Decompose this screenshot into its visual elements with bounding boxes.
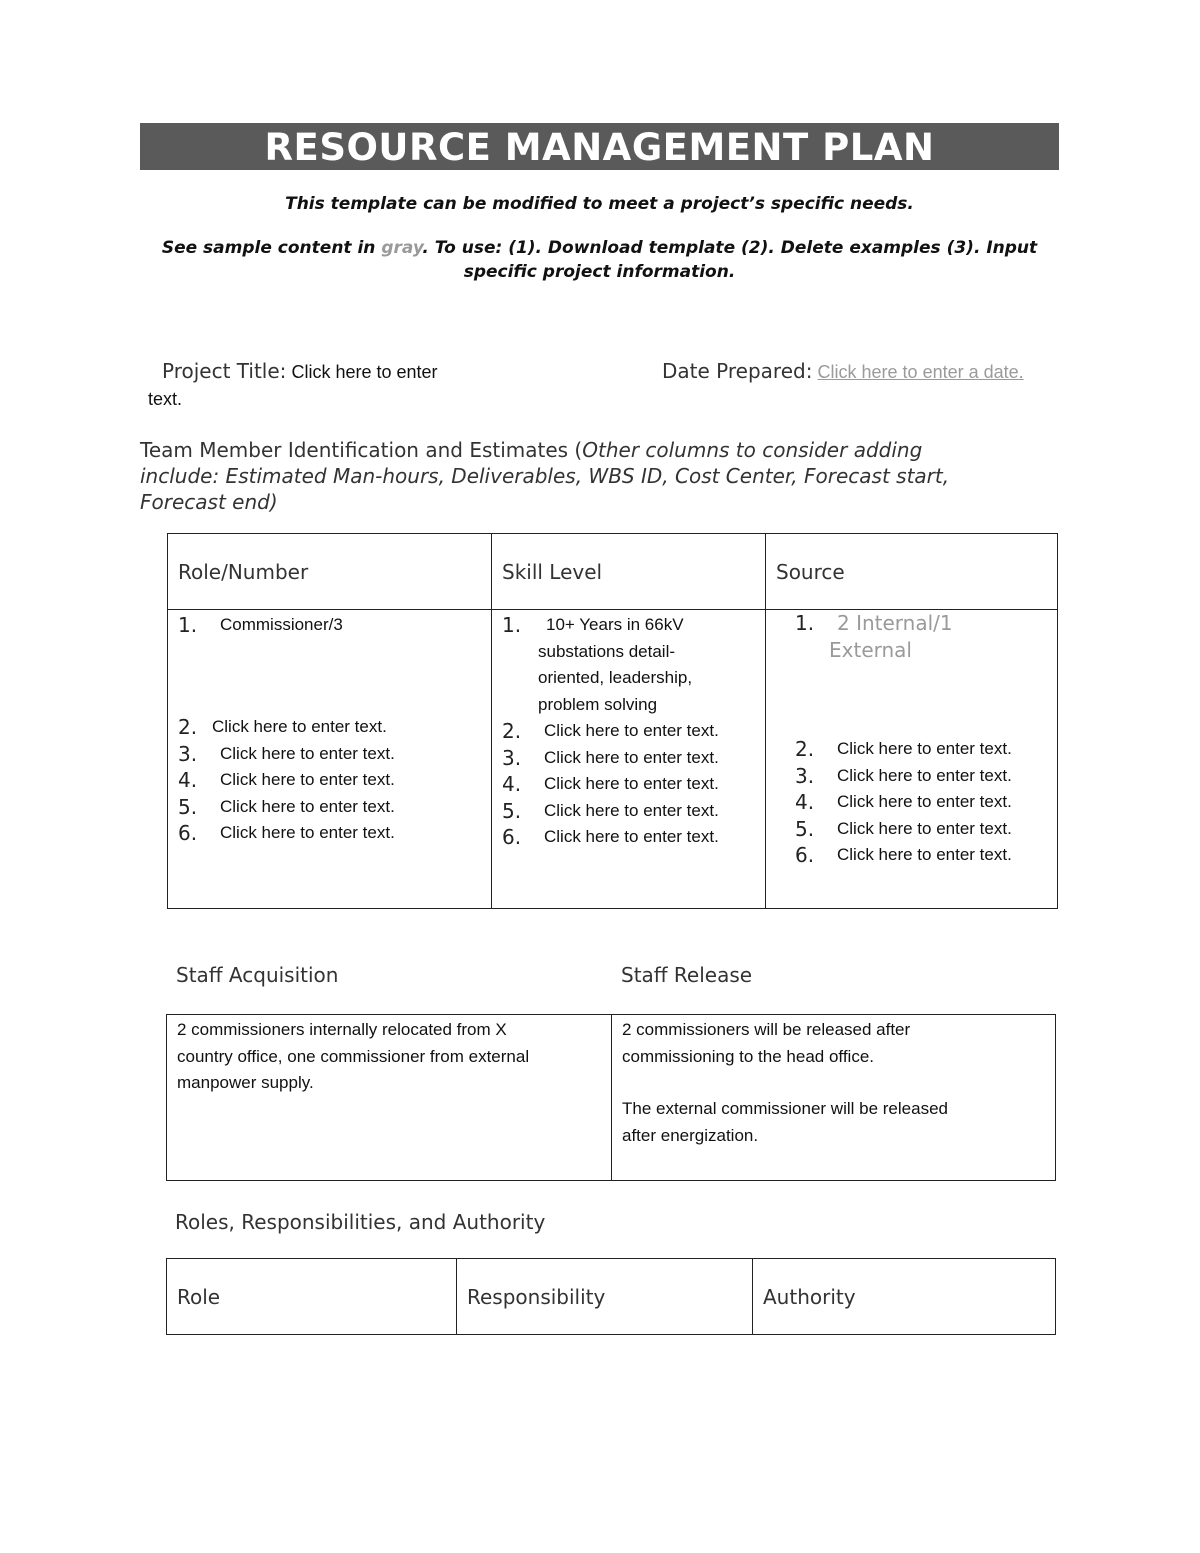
staff-acquisition-heading: Staff Acquisition <box>176 963 339 987</box>
header-authority: Authority <box>753 1259 1056 1335</box>
list-item[interactable]: 3. Click here to enter text. <box>795 763 1012 788</box>
page-title: RESOURCE MANAGEMENT PLAN <box>140 123 1059 170</box>
list-item[interactable]: 2. Click here to enter text. <box>502 719 719 743</box>
staff-acquisition-cell[interactable]: 2 commissioners internally relocated from X country office, one commissioner from external manpower supply. <box>167 1015 612 1181</box>
skill-list <box>502 612 765 851</box>
staff-table <box>166 1014 1056 1181</box>
roles-table <box>166 1258 1056 1335</box>
staff-release-heading: Staff Release <box>621 963 753 987</box>
date-prepared-label: Date Prepared: <box>662 359 813 383</box>
role-list <box>178 612 491 847</box>
intro-instructions-cont: specific project information. <box>463 262 736 282</box>
list-item[interactable]: 5. Click here to enter text. <box>502 798 719 823</box>
list-item[interactable]: 6. Click here to enter text. <box>795 843 1012 867</box>
date-prepared-row <box>662 359 1024 383</box>
list-item[interactable]: 2. Click here to enter text. <box>178 715 387 739</box>
header-role-number: Role/Number <box>168 534 492 610</box>
header-source: Source <box>766 534 1058 610</box>
list-item[interactable]: 1. Commissioner/3 <box>178 613 343 637</box>
list-item[interactable]: 6. Click here to enter text. <box>502 825 719 849</box>
project-title-row <box>162 359 438 383</box>
list-item[interactable]: 1. 2 Internal/1 External <box>795 611 953 662</box>
intro-instructions: See sample content in gray. To use: (1). Download template (2). Delete examples (3). Input <box>161 238 1038 258</box>
roles-section-heading: Roles, Responsibilities, and Authority <box>175 1210 546 1234</box>
header-responsibility: Responsibility <box>457 1259 753 1335</box>
list-item[interactable]: 1. 10+ Years in 66kV substations detail- oriented, leadership, problem solving <box>502 613 693 714</box>
list-item[interactable]: 4. Click here to enter text. <box>178 768 395 792</box>
list-item[interactable]: 4. Click here to enter text. <box>502 772 719 796</box>
intro-note: This template can be modified to meet a project’s specific needs. <box>285 194 914 214</box>
header-skill-level: Skill Level <box>492 534 766 610</box>
header-role: Role <box>167 1259 457 1335</box>
source-list <box>795 610 1057 869</box>
role-number-cell[interactable] <box>168 610 492 909</box>
list-item[interactable]: 6. Click here to enter text. <box>178 821 395 845</box>
team-section-heading: Team Member Identification and Estimates (Other columns to consider adding include: Estimated Man-hours, Deliverables, WBS ID, Cost Center, Forecast start, Forecast end) <box>140 438 950 514</box>
gray-sample-word: gray <box>381 238 423 258</box>
list-item[interactable]: 5. Click here to enter text. <box>178 794 395 819</box>
list-item[interactable]: 4. Click here to enter text. <box>795 790 1012 814</box>
list-item[interactable]: 2. Click here to enter text. <box>795 737 1012 761</box>
source-cell[interactable] <box>766 610 1058 909</box>
skill-level-cell[interactable] <box>492 610 766 909</box>
team-table-header-row <box>168 534 1058 610</box>
date-picker-link[interactable]: Click here to enter a date. <box>817 362 1024 382</box>
project-title-input[interactable]: Click here to enter <box>291 362 438 382</box>
team-table <box>167 533 1058 909</box>
list-item[interactable]: 5. Click here to enter text. <box>795 816 1012 841</box>
team-table-body-row <box>168 610 1058 909</box>
list-item[interactable]: 3. Click here to enter text. <box>502 745 719 770</box>
roles-table-header-row <box>167 1259 1056 1335</box>
staff-table-row <box>167 1015 1056 1181</box>
staff-release-cell[interactable]: 2 commissioners will be released after commissioning to the head office. The external commissioner will be released after energization. <box>612 1015 1056 1181</box>
list-item[interactable]: 3. Click here to enter text. <box>178 741 395 766</box>
project-title-label: Project Title: <box>162 359 287 383</box>
project-title-input-cont[interactable]: text. <box>148 389 183 409</box>
